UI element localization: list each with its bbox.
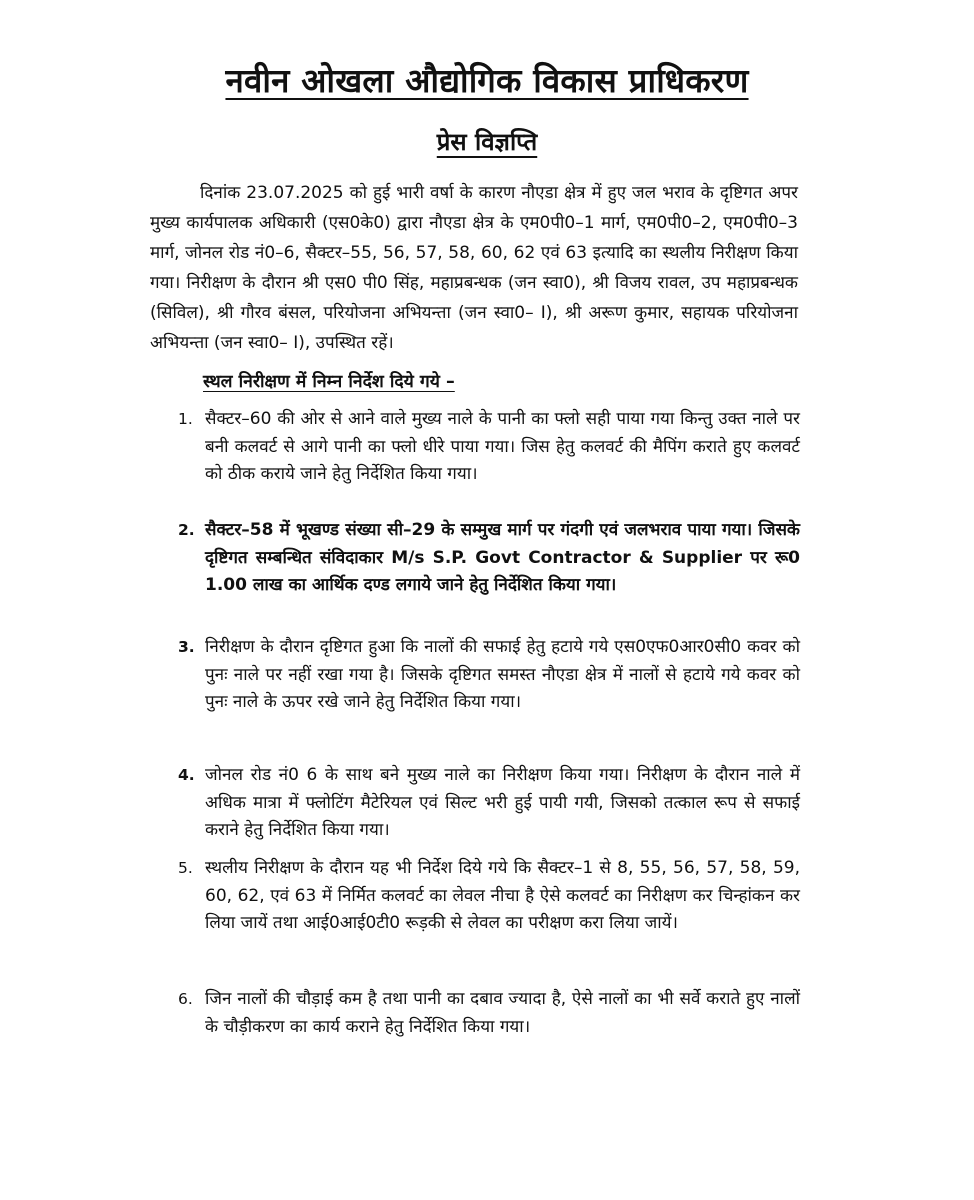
authority-title-text: नवीन ओखला औद्योगिक विकास प्राधिकरण: [225, 61, 749, 100]
directive-item-1: [178, 406, 800, 489]
directive-item-6: [178, 986, 800, 1041]
directive-text: स्थलीय निरीक्षण के दौरान यह भी निर्देश दिये गये कि सैक्टर–1 से 8, 55, 56, 57, 58, 59, 60, 62, एवं 63 में निर्मित कलवर्ट का लेवल नीचा है ऐसे कलवर्ट का निरीक्षण कर चिन्हांकन कर लिया जायें तथा आई0आई0टी0 रूड़की से लेवल का परीक्षण करा लिया जायें।: [205, 858, 800, 933]
directive-item-4: [178, 762, 800, 845]
directives-heading: [203, 368, 455, 396]
directive-number: 2.: [178, 521, 195, 539]
press-release-heading-text: प्रेस विज्ञप्ति: [436, 128, 538, 156]
directive-text: निरीक्षण के दौरान दृष्टिगत हुआ कि नालों की सफाई हेतु हटाये गये एस0एफ0आर0सी0 कवर को पुनः नाले पर नहीं रखा गया है। जिसके दृष्टिगत समस्त नौएडा क्षेत्र में नालों से हटाये गये कवर को पुनः नाले के ऊपर रखे जाने हेतु निर्देशित किया गया।: [205, 637, 800, 712]
directive-number: 6.: [178, 990, 193, 1008]
directive-text: सैक्टर–58 में भूखण्ड संख्या सी–29 के सम्मुख मार्ग पर गंदगी एवं जलभराव पाया गया। जिसके दृष्टिगत सम्बन्धित संविदाकार M/s S.P. Govt Contractor & Supplier पर रू0 1.00 लाख का आर्थिक दण्ड लगाये जाने हेतु निर्देशित किया गया।: [205, 520, 800, 595]
directive-text: सैक्टर–60 की ओर से आने वाले मुख्य नाले के पानी का फ्लो सही पाया गया किन्तु उक्त नाले पर बनी कलवर्ट से आगे पानी का फ्लो धीरे पाया गया। जिस हेतु कलवर्ट की मैपिंग कराते हुए कलवर्ट को ठीक कराये जाने हेतु निर्देशित किया गया।: [205, 409, 800, 484]
directive-text: जोनल रोड नं0 6 के साथ बने मुख्य नाले का निरीक्षण किया गया। निरीक्षण के दौरान नाले में अधिक मात्रा में फ्लोटिंग मैटेरियल एवं सिल्ट भरी हुई पायी गयी, जिसको तत्काल रूप से सफाई कराने हेतु निर्देशित किया गया।: [205, 765, 800, 840]
directives-heading-text: स्थल निरीक्षण में निम्न निर्देश दिये गये –: [203, 372, 455, 392]
intro-paragraph: दिनांक 23.07.2025 को हुई भारी वर्षा के कारण नौएडा क्षेत्र में हुए जल भराव के दृष्टिगत अपर मुख्य कार्यपालक अधिकारी (एस0के0) द्वारा नौएडा क्षेत्र के एम0पी0–1 मार्ग, एम0पी0–2, एम0पी0–3 मार्ग, जोनल रोड नं0–6, सैक्टर–55, 56, 57, 58, 60, 62 एवं 63 इत्यादि का स्थलीय निरीक्षण किया गया। निरीक्षण के दौरान श्री एस0 पी0 सिंह, महाप्रबन्धक (जन स्वा0), श्री विजय रावल, उप महाप्रबन्धक (सिविल), श्री गौरव बंसल, परियोजना अभियन्ता (जन स्वा0– I), श्री अरूण कुमार, सहायक परियोजना अभियन्ता (जन स्वा0– I), उपस्थित रहें।: [150, 183, 798, 353]
directive-item-3: [178, 634, 800, 717]
directive-number: 1.: [178, 410, 193, 428]
press-release-heading: [300, 124, 674, 160]
directive-number: 3.: [178, 638, 195, 656]
directive-item-5: [178, 855, 800, 938]
directive-item-2: [178, 517, 800, 600]
directive-number: 4.: [178, 766, 195, 784]
directive-number: 5.: [178, 859, 193, 877]
authority-title: [120, 58, 854, 104]
directive-text: जिन नालों की चौड़ाई कम है तथा पानी का दबाव ज्यादा है, ऐसे नालों का भी सर्वे कराते हुए नालों के चौड़ीकरण का कार्य कराने हेतु निर्देशित किया गया।: [205, 989, 800, 1037]
